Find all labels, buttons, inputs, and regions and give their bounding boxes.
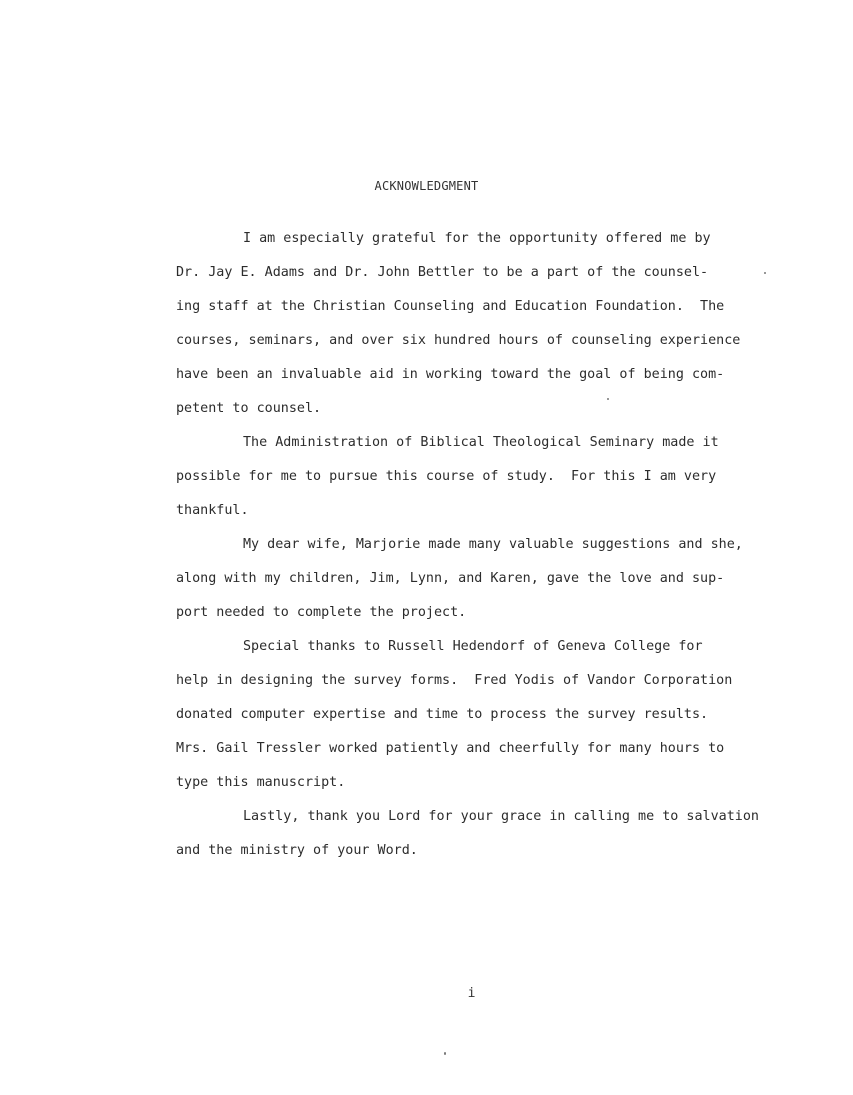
scan-speck <box>764 272 766 274</box>
paragraph-1-line-6: petent to counsel. <box>176 401 322 416</box>
paragraph-4-line-4: Mrs. Gail Tressler worked patiently and cheerfully for many hours to <box>176 741 725 756</box>
page-heading: ACKNOWLEDGMENT <box>374 179 479 193</box>
paragraph-3-line-2: along with my children, Jim, Lynn, and Karen, gave the love and sup- <box>176 571 725 586</box>
page-number: i <box>467 986 476 1001</box>
paragraph-5-line-2: and the ministry of your Word. <box>176 843 418 858</box>
paragraph-1-line-1: I am especially grateful for the opportunity offered me by <box>243 231 711 246</box>
paragraph-3-line-1: My dear wife, Marjorie made many valuable suggestions and she, <box>243 537 743 552</box>
paragraph-3-line-3: port needed to complete the project. <box>176 605 467 620</box>
paragraph-4-line-5: type this manuscript. <box>176 775 346 790</box>
paragraph-4-line-1: Special thanks to Russell Hedendorf of Geneva College for <box>243 639 703 654</box>
paragraph-1-line-3: ing staff at the Christian Counseling and Education Foundation. The <box>176 299 725 314</box>
paragraph-4-line-3: donated computer expertise and time to process the survey results. <box>176 707 709 722</box>
paragraph-2-line-1: The Administration of Biblical Theological Seminary made it <box>243 435 719 450</box>
paragraph-1-line-5: have been an invaluable aid in working toward the goal of being com- <box>176 367 725 382</box>
paragraph-2-line-2: possible for me to pursue this course of study. For this I am very <box>176 469 717 484</box>
scan-speck <box>607 398 609 400</box>
paragraph-1-line-4: courses, seminars, and over six hundred hours of counseling experience <box>176 333 741 348</box>
paragraph-1-line-2: Dr. Jay E. Adams and Dr. John Bettler to be a part of the counsel- <box>176 265 709 280</box>
paragraph-2-line-3: thankful. <box>176 503 249 518</box>
paragraph-4-line-2: help in designing the survey forms. Fred Yodis of Vandor Corporation <box>176 673 733 688</box>
paragraph-5-line-1: Lastly, thank you Lord for your grace in calling me to salvation <box>243 809 759 824</box>
scan-speck <box>444 1052 446 1055</box>
